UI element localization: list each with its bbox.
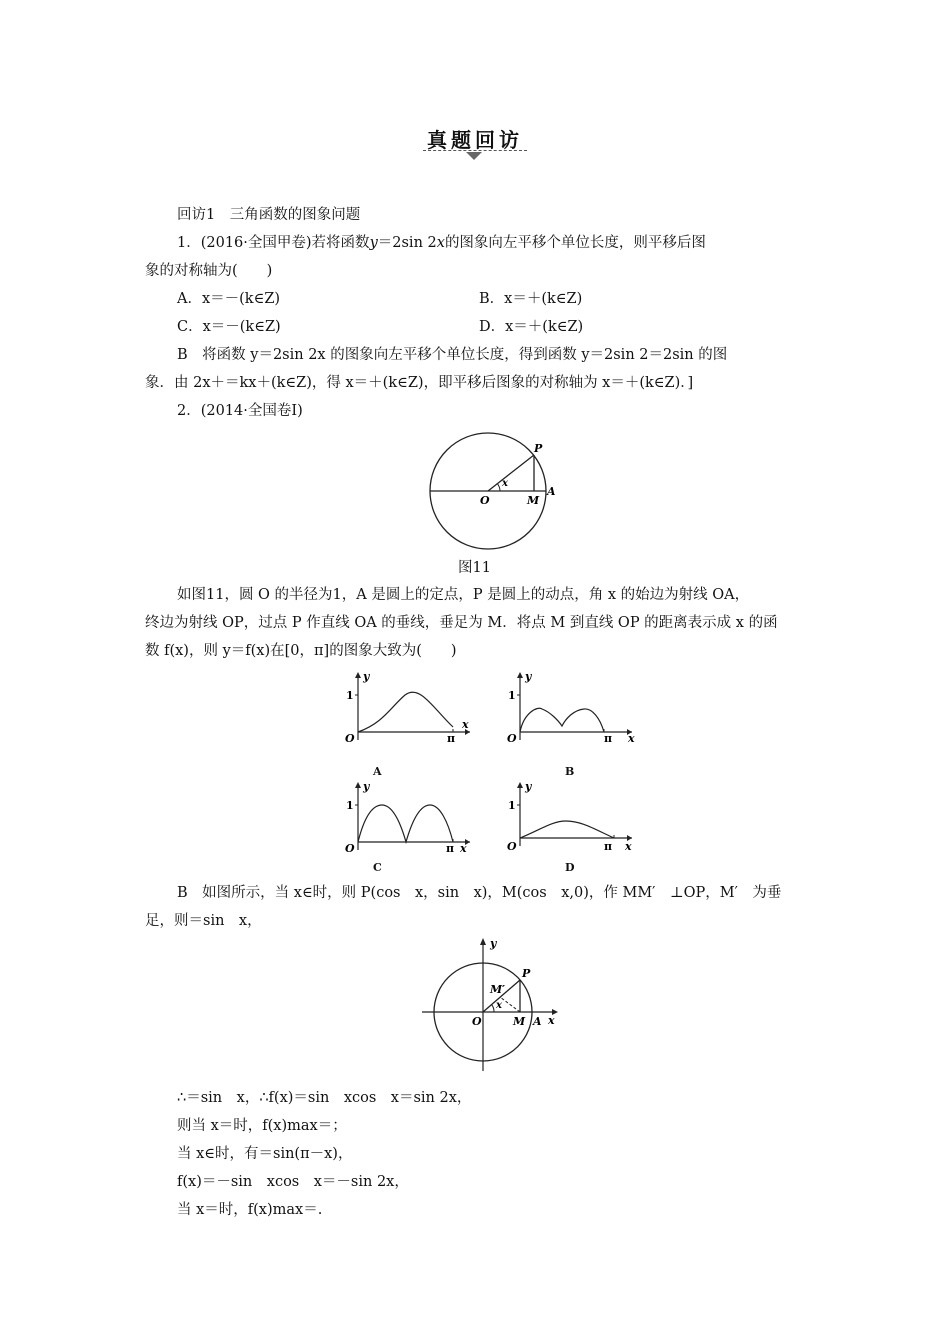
option-b-label-y: y	[525, 670, 532, 683]
option-b-label-o: O	[507, 732, 517, 745]
q2-heading: 2．(2014·全国卷Ⅰ)	[177, 403, 303, 419]
q1-line1-fn: y	[369, 235, 378, 251]
q1-answer-line2: 象．由 2x＋＝kx＋(k∈Z)，得 x＝＋(k∈Z)，即平移后图象的对称轴为 x＝＋(k∈Z)．]	[145, 375, 694, 391]
option-a-label-y: y	[363, 670, 370, 683]
option-a-label-o: O	[345, 732, 355, 745]
q1-option-d: D．x＝＋(k∈Z)	[479, 319, 584, 335]
solution-label-x-axis: x	[548, 1014, 555, 1027]
q1-line1-a: 1．(2016·全国甲卷)若将函数	[177, 235, 370, 251]
option-b-curve	[520, 708, 604, 732]
q2-solution-line3: 当 x∈时，有＝sin(π－x)，	[177, 1146, 353, 1162]
solution-label-x-angle: x	[496, 1000, 502, 1011]
fig11-label-p: P	[534, 442, 543, 455]
q1-option-c: C．x＝－(k∈Z)	[177, 319, 281, 335]
option-b-label-x: x	[628, 732, 635, 745]
page-title: 真题回访	[427, 128, 523, 152]
figure-11-unit-circle	[420, 428, 560, 558]
option-d-tick-one: 1	[508, 799, 516, 812]
option-graph-c	[338, 778, 478, 856]
solution-label-m: M	[513, 1015, 526, 1028]
solution-dashed-mmprime	[500, 997, 520, 1012]
title-underline	[423, 150, 527, 151]
solution-figure-unit-circle	[420, 933, 570, 1073]
option-d-label-x: x	[625, 840, 632, 853]
option-d-curve	[520, 821, 614, 838]
section-label: 回访1 三角函数的图象问题	[177, 207, 361, 223]
option-c-label-y: y	[363, 780, 370, 793]
q2-solution-line5: 当 x＝时，f(x)max＝.	[177, 1202, 323, 1218]
q2-answer-line1: B 如图所示，当 x∈时，则 P(cos x，sin x)，M(cos x,0)，作 MM′ ⊥OP，M′ 为垂	[177, 885, 782, 901]
q1-answer-line1: B 将函数 y＝2sin 2x 的图象向左平移个单位长度，得到函数 y＝2sin 2＝2sin 的图	[177, 347, 728, 363]
q1-line1-b: ＝2sin 2	[377, 235, 437, 251]
option-c-label-pi: π	[446, 842, 455, 855]
q1-line1	[177, 233, 706, 253]
figure-11-caption: 图11	[458, 560, 491, 576]
fig11-label-m: M	[527, 494, 540, 507]
option-c-label: C	[373, 861, 382, 874]
option-b-label-pi: π	[604, 732, 613, 745]
fig11-label-x: x	[502, 478, 508, 489]
q2-solution-line4: f(x)＝－sin xcos x＝－sin 2x，	[177, 1174, 409, 1190]
fig11-label-a: A	[547, 485, 556, 498]
solution-label-p: P	[522, 967, 531, 980]
q1-line1-c: 的图象向左平移个单位长度，则平移后图	[444, 235, 706, 251]
option-a-label-pi: π	[447, 732, 456, 745]
option-d-label-y: y	[525, 780, 532, 793]
q2-solution-line1: ∴＝sin x，∴f(x)＝sin xcos x＝sin 2x，	[177, 1090, 472, 1106]
title-triangle-icon	[466, 152, 482, 160]
option-graph-d	[500, 778, 640, 856]
option-c-tick-one: 1	[346, 799, 354, 812]
q2-text-line1: 如图11，圆 O 的半径为1，A 是圆上的定点，P 是圆上的动点，角 x 的始边为射线 OA，	[177, 587, 750, 603]
solution-angle-arc	[492, 1005, 495, 1013]
option-b-tick-one: 1	[508, 689, 516, 702]
q2-answer-line2: 足，则＝sin x，	[145, 913, 262, 929]
option-c-curve	[358, 805, 453, 842]
option-c-label-o: O	[345, 842, 355, 855]
option-d-label: D	[565, 861, 575, 874]
q2-text-line3: 数 f(x)，则 y＝f(x)在[0，π]的图象大致为( )	[145, 643, 457, 659]
q1-line2: 象的对称轴为( )	[145, 263, 273, 279]
fig11-angle-arc	[498, 484, 501, 491]
solution-label-y: y	[490, 937, 497, 950]
q1-option-b: B．x＝＋(k∈Z)	[479, 291, 583, 307]
option-b-label: B	[565, 765, 575, 778]
solution-label-a: A	[533, 1015, 542, 1028]
solution-label-mprime: M′	[490, 983, 506, 996]
option-c-label-x: x	[460, 842, 467, 855]
q1-option-a: A．x＝－(k∈Z)	[177, 291, 281, 307]
option-a-label: A	[373, 765, 382, 778]
solution-label-o: O	[472, 1015, 482, 1028]
option-d-label-o: O	[507, 840, 517, 853]
q1-line1-x: x	[436, 235, 445, 251]
option-a-label-x: x	[462, 718, 469, 731]
fig11-label-o: O	[480, 494, 490, 507]
option-graph-a	[338, 668, 478, 746]
option-d-label-pi: π	[604, 840, 613, 853]
fig11-radius-op	[488, 455, 534, 491]
option-a-curve	[358, 692, 453, 732]
q2-solution-line2: 则当 x＝时，f(x)max＝；	[177, 1118, 347, 1134]
q2-text-line2: 终边为射线 OP，过点 P 作直线 OA 的垂线，垂足为 M．将点 M 到直线 OP 的距离表示成 x 的函	[145, 615, 778, 631]
option-graph-b	[500, 668, 640, 746]
option-a-tick-one: 1	[346, 689, 354, 702]
